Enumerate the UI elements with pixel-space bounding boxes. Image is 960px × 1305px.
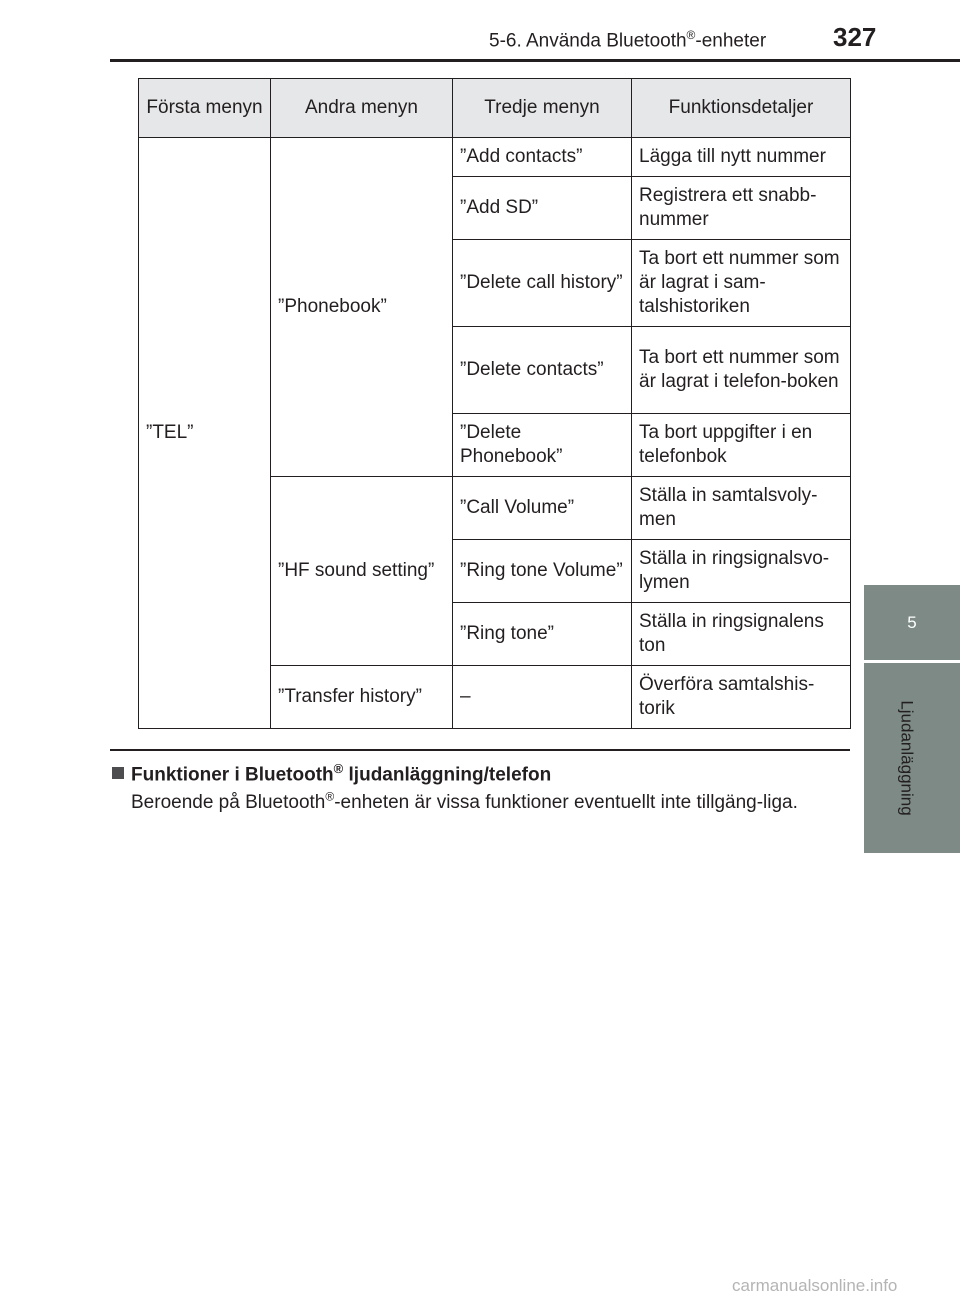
section-heading [112, 761, 551, 786]
third-menu-cell: ”Delete Phonebook” [453, 414, 632, 477]
chapter-label: Ljudanläggning [898, 700, 917, 816]
second-menu-cell: ”Phonebook” [271, 138, 453, 477]
heading-prefix: Funktioner i Bluetooth [131, 764, 334, 786]
square-bullet-icon [112, 767, 124, 779]
column-header: Första menyn [139, 79, 271, 138]
column-header: Tredje menyn [453, 79, 632, 138]
first-menu-cell: ”TEL” [139, 138, 271, 729]
detail-cell: Ställa in samtalsvoly-men [632, 477, 851, 540]
registered-mark: ® [333, 761, 344, 776]
header-section-suffix: -enheter [695, 30, 767, 52]
body-prefix: Beroende på Bluetooth [131, 792, 326, 813]
detail-cell: Ställa in ringsignalsvo-lymen [632, 540, 851, 603]
column-header: Andra menyn [271, 79, 453, 138]
running-header [489, 28, 766, 52]
registered-mark: ® [325, 789, 335, 804]
detail-cell: Ställa in ringsignalens ton [632, 603, 851, 666]
third-menu-cell: ”Delete call history” [453, 240, 632, 327]
table-header-row [139, 79, 851, 138]
third-menu-cell: ”Delete contacts” [453, 327, 632, 414]
chapter-tab[interactable] [864, 585, 960, 660]
menu-table [138, 78, 851, 729]
third-menu-cell: ”Add SD” [453, 177, 632, 240]
registered-mark: ® [686, 28, 696, 42]
third-menu-cell: – [453, 666, 632, 729]
detail-cell: Lägga till nytt nummer [632, 138, 851, 177]
detail-cell: Ta bort ett nummer som är lagrat i telefon-boken [632, 327, 851, 414]
third-menu-cell: ”Add contacts” [453, 138, 632, 177]
chapter-number: 5 [907, 612, 917, 632]
second-menu-cell: ”Transfer history” [271, 666, 453, 729]
chapter-label-wrap [862, 663, 952, 853]
detail-cell: Ta bort uppgifter i en telefonbok [632, 414, 851, 477]
section-rule [110, 749, 850, 751]
column-header: Funktionsdetaljer [632, 79, 851, 138]
watermark: carmanualsonline.info [732, 1276, 898, 1295]
third-menu-cell: ”Call Volume” [453, 477, 632, 540]
detail-cell: Registrera ett snabb-nummer [632, 177, 851, 240]
heading-suffix: ljudanläggning/telefon [343, 764, 552, 786]
header-rule [110, 59, 960, 62]
section-body [131, 790, 850, 816]
header-section-prefix: 5-6. Använda Bluetooth [489, 30, 687, 52]
second-menu-cell: ”HF sound setting” [271, 477, 453, 666]
table-row [139, 138, 851, 177]
detail-cell: Överföra samtalshis-torik [632, 666, 851, 729]
body-suffix: -enheten är vissa funktioner eventuellt inte tillgäng-liga. [334, 792, 798, 813]
third-menu-cell: ”Ring tone Volume” [453, 540, 632, 603]
detail-cell: Ta bort ett nummer som är lagrat i sam-talshistoriken [632, 240, 851, 327]
third-menu-cell: ”Ring tone” [453, 603, 632, 666]
page-number: 327 [833, 22, 877, 52]
